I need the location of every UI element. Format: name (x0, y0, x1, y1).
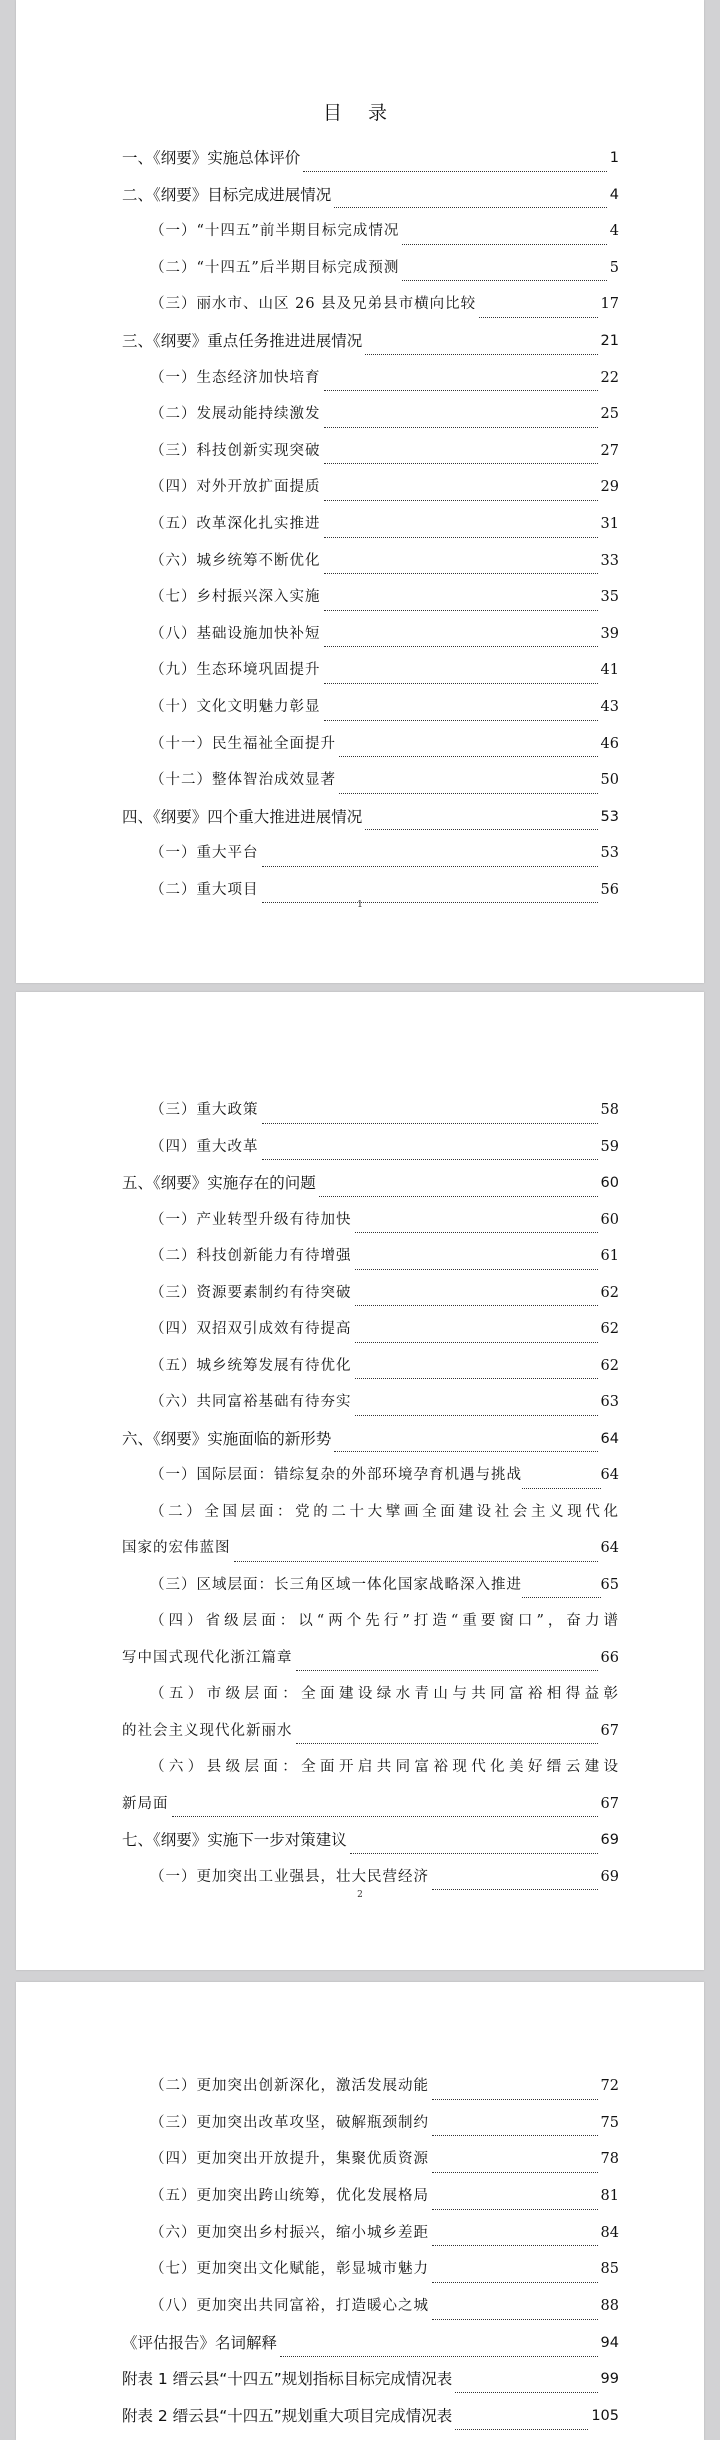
toc-entry-label: 《评估报告》名词解释 (122, 2333, 278, 2352)
toc-entry-label: 七、《纲要》实施下一步对策建议 (122, 1831, 347, 1849)
dot-leader (365, 354, 597, 355)
toc-entry[interactable] (122, 433, 619, 470)
toc-page-3 (16, 1982, 704, 2440)
dot-leader (319, 1196, 598, 1197)
toc-entry[interactable] (122, 1311, 619, 1348)
toc-entry-page: 105 (591, 2408, 619, 2425)
toc-page-2 (16, 992, 704, 1970)
dot-leader (432, 2319, 598, 2320)
dot-leader (324, 610, 598, 611)
toc-entry-label: （二）“十四五”后半期目标完成预测 (150, 259, 400, 276)
toc-entry-page: 64 (600, 1467, 619, 1483)
toc-entry-label: （二）全国层面：党的二十大擘画全面建设社会主义现代化 (150, 1503, 619, 1520)
toc-entry-page: 56 (600, 881, 619, 898)
toc-entry-page: 61 (600, 1248, 619, 1264)
toc-list (122, 2068, 619, 2435)
dot-leader (355, 1305, 598, 1306)
toc-entry[interactable] (122, 469, 619, 506)
toc-entry[interactable] (122, 1238, 619, 1275)
toc-entry-label: 六、《纲要》实施面临的新形势 (122, 1429, 332, 1448)
dot-leader (402, 244, 606, 245)
page-number: 1 (357, 900, 363, 910)
toc-entry[interactable] (122, 1202, 619, 1239)
dot-leader (355, 1232, 598, 1233)
toc-entry[interactable] (122, 726, 619, 763)
toc-entry-page: 94 (600, 2334, 619, 2351)
toc-entry[interactable] (122, 2215, 619, 2252)
toc-entry-page: 60 (600, 1211, 619, 1228)
toc-entry[interactable] (122, 1749, 619, 1822)
toc-entry-label: （五）更加突出跨山统筹，优化发展格局 (150, 2188, 429, 2205)
dot-leader (296, 1670, 598, 1671)
toc-entry-page: 75 (600, 2114, 619, 2131)
dot-leader (324, 683, 598, 684)
toc-entry[interactable] (122, 213, 619, 250)
toc-entry[interactable] (122, 2105, 619, 2142)
toc-entry-label: 附表 2 缙云县“十四五”规划重大项目完成情况表 (122, 2407, 453, 2426)
toc-entry[interactable] (122, 2141, 619, 2178)
dot-leader (350, 1853, 598, 1854)
toc-entry-label: （一）“十四五”前半期目标完成情况 (150, 223, 400, 240)
toc-entry-label: （五）城乡统筹发展有待优化 (150, 1357, 352, 1374)
toc-entry-page: 65 (600, 1576, 619, 1593)
toc-entry-page: 17 (600, 296, 619, 313)
dot-leader (234, 1561, 598, 1562)
toc-entry[interactable] (122, 616, 619, 653)
toc-entry-page: 1 (609, 150, 619, 166)
toc-entry-label: （五）市级层面：全面建设绿水青山与共同富裕相得益彰 (150, 1686, 619, 1702)
toc-entry-label: 五、《纲要》实施存在的问题 (122, 1174, 316, 1192)
dot-leader (303, 171, 607, 172)
toc-entry-label-continuation: 国家的宏伟蓝图 (122, 1540, 231, 1556)
toc-entry[interactable] (122, 2398, 619, 2435)
toc-entry-label: （七）更加突出文化赋能，彰显城市魅力 (150, 2261, 429, 2278)
dot-leader (339, 756, 598, 757)
toc-entry-label: （九）生态环境巩固提升 (150, 662, 321, 679)
toc-entry[interactable] (122, 1275, 619, 1312)
toc-entry-label: （六）更加突出乡村振兴，缩小城乡差距 (150, 2224, 429, 2241)
toc-entry[interactable] (122, 1822, 619, 1859)
toc-entry[interactable] (122, 579, 619, 616)
toc-entry-label: （三）科技创新实现突破 (150, 442, 321, 459)
dot-leader (324, 463, 598, 464)
dot-leader (324, 646, 598, 647)
dot-leader (522, 1488, 601, 1489)
toc-entry-label: （一）重大平台 (150, 845, 259, 862)
toc-entry-page: 33 (600, 552, 619, 569)
toc-entry-page: 60 (600, 1175, 619, 1191)
toc-entry[interactable] (122, 1676, 619, 1749)
toc-entry[interactable] (122, 140, 619, 177)
toc-entry-page: 53 (600, 845, 619, 862)
toc-entry[interactable] (122, 2178, 619, 2215)
toc-entry[interactable] (122, 396, 619, 433)
dot-leader (479, 317, 597, 318)
toc-entry-label: （三）资源要素制约有待突破 (150, 1284, 352, 1301)
dot-leader (432, 2209, 598, 2210)
toc-entry[interactable] (122, 2325, 619, 2362)
toc-entry-page: 5 (609, 259, 619, 276)
toc-entry-label: （八）基础设施加快补短 (150, 625, 321, 642)
toc-entry-page: 27 (600, 442, 619, 459)
dot-leader (339, 793, 598, 794)
toc-entry-label-continuation: 写中国式现代化浙江篇章 (122, 1649, 293, 1666)
toc-entry-page: 29 (600, 479, 619, 496)
toc-entry-page: 78 (600, 2151, 619, 2168)
dot-leader (402, 280, 606, 281)
toc-entry-label: 二、《纲要》目标完成进展情况 (122, 185, 332, 204)
toc-entry[interactable] (122, 1348, 619, 1385)
toc-entry-label: （二）科技创新能力有待增强 (150, 1248, 352, 1264)
toc-entry-page: 21 (600, 332, 619, 349)
toc-entry-label: （一）产业转型升级有待加快 (150, 1211, 352, 1228)
toc-entry-label: （二）更加突出创新深化，激活发展动能 (150, 2077, 429, 2094)
toc-entry[interactable] (122, 2251, 619, 2288)
toc-entry-page: 41 (600, 662, 619, 679)
toc-entry[interactable] (122, 799, 619, 836)
toc-entry-label-continuation: 新局面 (122, 1795, 169, 1812)
toc-entry-label: （三）丽水市、山区 26 县及兄弟县市横向比较 (150, 296, 477, 313)
toc-entry-label: （一）更加突出工业强县，壮大民营经济 (150, 1868, 429, 1885)
toc-entry[interactable] (122, 323, 619, 360)
toc-entry[interactable] (122, 1603, 619, 1676)
toc-entry-page: 4 (609, 186, 619, 203)
toc-entry-label: （六）城乡统筹不断优化 (150, 552, 321, 569)
dot-leader (324, 573, 598, 574)
toc-entry[interactable] (122, 762, 619, 799)
toc-entry[interactable] (122, 1494, 619, 1567)
dot-leader (432, 2282, 598, 2283)
dot-leader (455, 2392, 597, 2393)
toc-entry-label: （四）双招双引成效有待提高 (150, 1321, 352, 1337)
toc-entry-label: 四、《纲要》四个重大推进进展情况 (122, 807, 363, 826)
toc-entry-label-continuation: 的社会主义现代化新丽水 (122, 1722, 293, 1739)
toc-entry[interactable] (122, 689, 619, 726)
toc-entry[interactable] (122, 1165, 619, 1202)
toc-entry[interactable] (122, 835, 619, 872)
toc-entry-page: 66 (600, 1649, 619, 1666)
dot-leader (172, 1816, 598, 1817)
toc-entry-page: 59 (600, 1138, 619, 1155)
toc-entry-page: 99 (600, 2371, 619, 2388)
toc-entry-page: 62 (600, 1284, 619, 1301)
toc-entry-label: （五）改革深化扎实推进 (150, 515, 321, 532)
toc-entry-label: （二）发展动能持续激发 (150, 406, 321, 423)
toc-entry[interactable] (122, 250, 619, 287)
toc-entry-label: （四）重大改革 (150, 1138, 259, 1155)
toc-entry-label: （六）县级层面：全面开启共同富裕现代化美好缙云建设 (150, 1759, 619, 1775)
toc-entry-page: 67 (600, 1795, 619, 1812)
toc-entry-page: 50 (600, 772, 619, 789)
toc-title: 目 录 (322, 102, 398, 124)
dot-leader (355, 1415, 598, 1416)
toc-entry[interactable] (122, 1092, 619, 1129)
toc-entry-label: （三）重大政策 (150, 1102, 259, 1118)
toc-entry-page: 63 (600, 1394, 619, 1410)
toc-entry-label: （十）文化文明魅力彰显 (150, 698, 321, 715)
toc-entry-page: 53 (600, 808, 619, 825)
dot-leader (432, 2172, 598, 2173)
toc-entry-page: 46 (600, 735, 619, 752)
toc-entry-page: 25 (600, 406, 619, 423)
toc-entry[interactable] (122, 1421, 619, 1458)
dot-leader (324, 427, 598, 428)
toc-entry[interactable] (122, 1129, 619, 1166)
dot-leader (296, 1743, 598, 1744)
dot-leader (355, 1342, 598, 1343)
toc-entry-label: （十一）民生福祉全面提升 (150, 735, 336, 752)
toc-entry-page: 58 (600, 1102, 619, 1118)
dot-leader (432, 2245, 598, 2246)
toc-entry-page: 67 (600, 1722, 619, 1739)
toc-entry-page: 69 (600, 1868, 619, 1885)
toc-entry-page: 72 (600, 2077, 619, 2094)
toc-entry-page: 43 (600, 698, 619, 715)
toc-entry[interactable] (122, 177, 619, 214)
toc-entry-label: 三、《纲要》重点任务推进进展情况 (122, 331, 363, 350)
dot-leader (262, 866, 598, 867)
dot-leader (324, 500, 598, 501)
toc-entry-label: （四）省级层面：以“两个先行”打造“重要窗口”，奋力谱 (150, 1613, 619, 1629)
dot-leader (262, 1159, 598, 1160)
toc-entry-label: （三）区域层面：长三角区域一体化国家战略深入推进 (150, 1576, 522, 1593)
toc-entry[interactable] (122, 360, 619, 397)
toc-list (122, 140, 619, 908)
toc-entry-page: 88 (600, 2298, 619, 2315)
dot-leader (324, 390, 598, 391)
toc-entry-label: 一、《纲要》实施总体评价 (122, 149, 301, 167)
toc-entry-page: 31 (600, 515, 619, 532)
toc-entry-page: 62 (600, 1321, 619, 1337)
dot-leader (334, 1451, 597, 1452)
toc-entry[interactable] (122, 1457, 619, 1494)
dot-leader (280, 2356, 598, 2357)
toc-entry-page: 85 (600, 2261, 619, 2278)
toc-entry-label: （七）乡村振兴深入实施 (150, 589, 321, 606)
toc-entry-page: 35 (600, 589, 619, 606)
toc-entry[interactable] (122, 1384, 619, 1421)
dot-leader (522, 1597, 601, 1598)
toc-entry[interactable] (122, 286, 619, 323)
toc-entry-page: 69 (600, 1832, 619, 1848)
toc-entry-page: 81 (600, 2188, 619, 2205)
dot-leader (324, 537, 598, 538)
toc-page-1 (16, 0, 704, 983)
toc-entry-label: （一）国际层面：错综复杂的外部环境孕育机遇与挑战 (150, 1467, 522, 1483)
dot-leader (262, 1123, 598, 1124)
toc-entry-label: （四）对外开放扩面提质 (150, 479, 321, 496)
toc-entry[interactable] (122, 2288, 619, 2325)
toc-entry-page: 39 (600, 625, 619, 642)
toc-entry-label: （八）更加突出共同富裕，打造暖心之城 (150, 2298, 429, 2315)
dot-leader (455, 2429, 588, 2430)
toc-entry-label: （十二）整体智治成效显著 (150, 772, 336, 789)
dot-leader (355, 1378, 598, 1379)
toc-entry-page: 64 (600, 1540, 619, 1556)
toc-entry-page: 64 (600, 1430, 619, 1447)
dot-leader (432, 2135, 598, 2136)
toc-entry-label: （六）共同富裕基础有待夯实 (150, 1394, 352, 1410)
toc-entry[interactable] (122, 543, 619, 580)
toc-entry-label: （四）更加突出开放提升，集聚优质资源 (150, 2151, 429, 2168)
dot-leader (365, 829, 597, 830)
dot-leader (324, 720, 598, 721)
toc-entry-label: 附表 1 缙云县“十四五”规划指标目标完成情况表 (122, 2370, 453, 2389)
toc-entry-label: （二）重大项目 (150, 881, 259, 898)
toc-entry[interactable] (122, 652, 619, 689)
toc-entry-label: （一）生态经济加快培育 (150, 369, 321, 386)
toc-entry-label: （三）更加突出改革攻坚，破解瓶颈制约 (150, 2114, 429, 2131)
toc-entry-page: 4 (609, 223, 619, 240)
toc-entry[interactable] (122, 2362, 619, 2399)
dot-leader (432, 2099, 598, 2100)
dot-leader (355, 1269, 598, 1270)
toc-entry-page: 22 (600, 369, 619, 386)
toc-entry[interactable] (122, 1567, 619, 1604)
page-number: 2 (357, 1890, 363, 1900)
toc-entry-page: 84 (600, 2224, 619, 2241)
dot-leader (334, 207, 607, 208)
toc-list (122, 1092, 619, 1895)
toc-entry[interactable] (122, 2068, 619, 2105)
toc-entry-page: 62 (600, 1357, 619, 1374)
toc-entry[interactable] (122, 506, 619, 543)
